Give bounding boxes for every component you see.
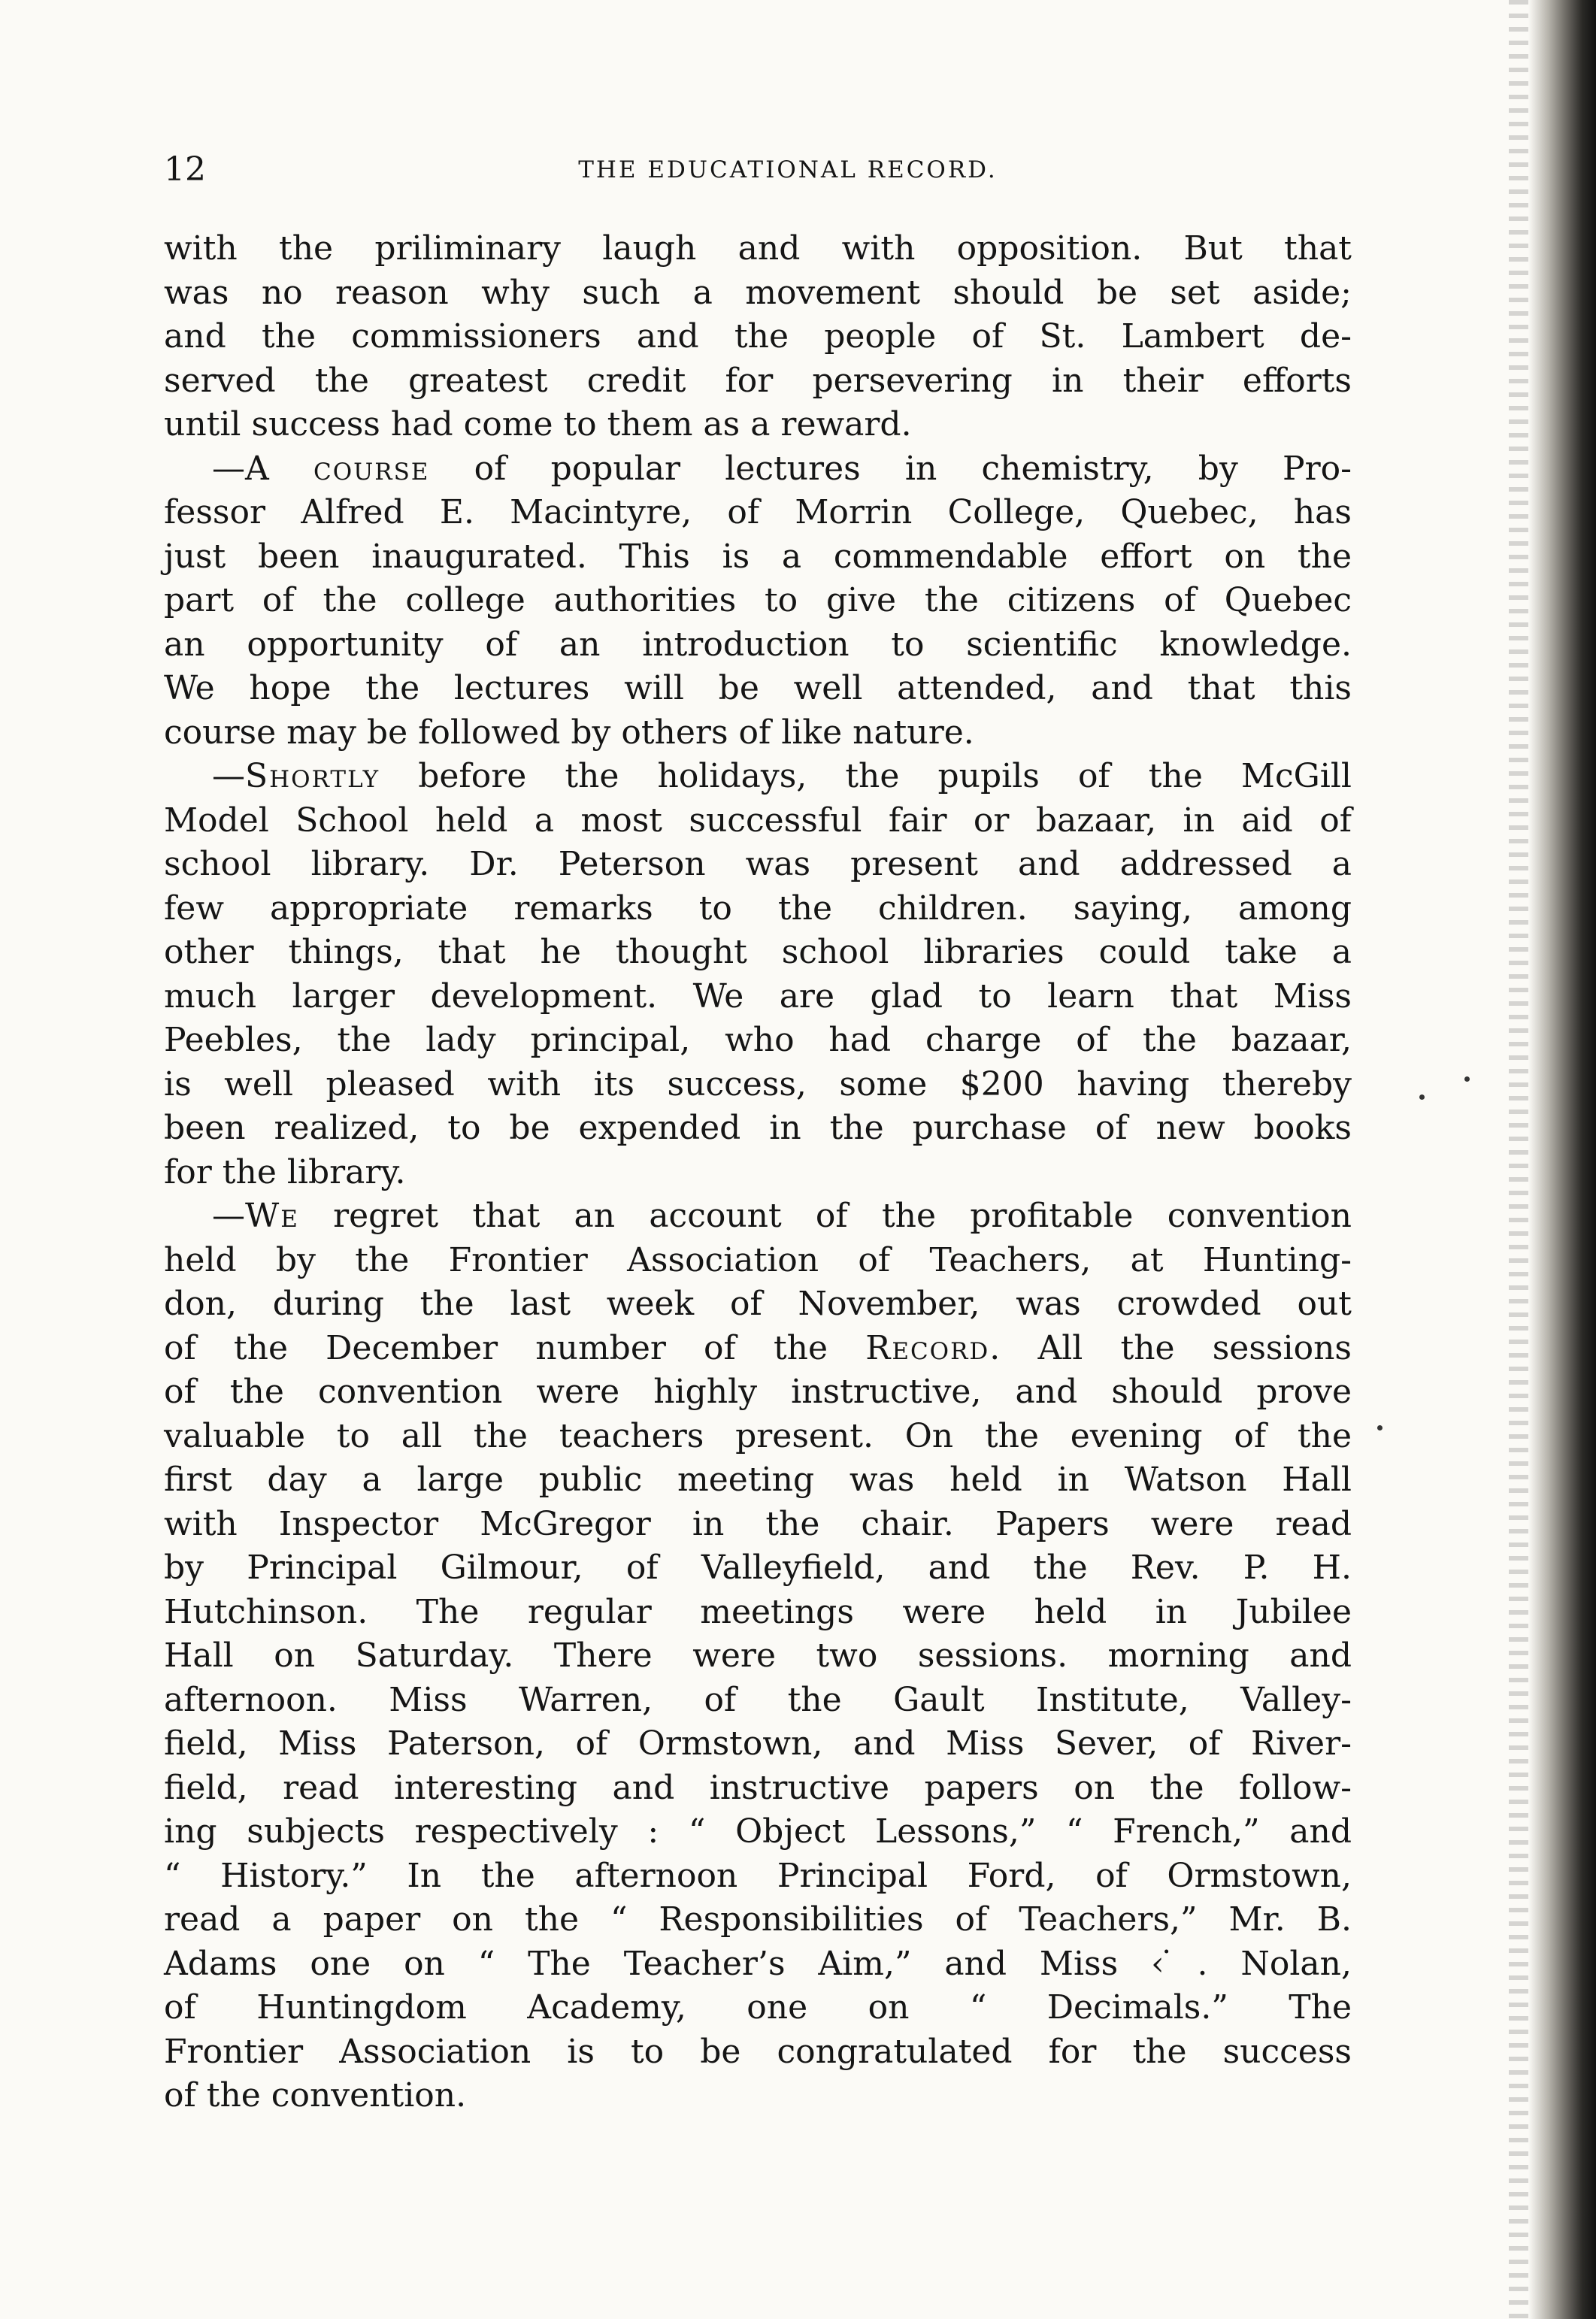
page-header xyxy=(164,147,1352,192)
text-line: Adams one on “ The Teacher’s Aim,” and Miss ‹ ̇. Nolan, xyxy=(164,1944,1352,1983)
text-line: part of the college authorities to give the citizens of Quebec xyxy=(164,581,1352,619)
text-line: much larger development. We are glad to learn that Miss xyxy=(164,976,1352,1016)
text-line: —We regret that an account of the profitable convention xyxy=(212,1197,1352,1235)
paragraph-lead: —A xyxy=(212,449,313,488)
record-smallcaps: Record xyxy=(865,1328,990,1367)
text-line: ing subjects respectively : “ Object Lessons,” “ French,” and xyxy=(164,1812,1352,1851)
stray-mark xyxy=(1464,1076,1470,1082)
paragraph-chemistry-lectures xyxy=(164,447,1352,755)
text-line: with Inspector McGregor in the chair. Papers were read xyxy=(164,1504,1352,1543)
text-line: school library. Dr. Peterson was present and addressed a xyxy=(164,845,1352,883)
binding-shadow xyxy=(1509,0,1528,2319)
body-text xyxy=(164,227,1352,2118)
text-line: few appropriate remarks to the children. saying, among xyxy=(164,889,1352,928)
text-line: of Huntingdom Academy, one on “ Decimals.” The xyxy=(164,1988,1352,2027)
text-line: don, during the last week of November, was crowded out xyxy=(164,1285,1352,1323)
text-line: for the library. xyxy=(164,1152,406,1191)
paragraph-st-lambert xyxy=(164,227,1352,447)
paragraph-lead: — xyxy=(212,757,245,795)
text-line: been realized, to be expended in the purchase of new books xyxy=(164,1109,1352,1147)
text-line: fessor Alfred E. Macintyre, of Morrin College, Quebec, has xyxy=(164,493,1352,531)
text-line: other things, that he thought school libraries could take a xyxy=(164,933,1352,971)
text-line: served the greatest credit for persevering in their efforts xyxy=(164,361,1352,400)
text-line: read a paper on the “ Responsibilities of Teachers,” Mr. B. xyxy=(164,1900,1352,1939)
stray-mark xyxy=(1377,1425,1382,1430)
text-line: of the December number of the Record. All the sessions xyxy=(164,1328,1352,1367)
text-line: of the convention were highly instructive, and should prove xyxy=(164,1373,1352,1411)
text-line: first day a large public meeting was held in Watson Hall xyxy=(164,1461,1352,1499)
text-line: field, Miss Paterson, of Ormstown, and Miss Sever, of River- xyxy=(164,1724,1352,1763)
text-line: Hutchinson. The regular meetings were held in Jubilee xyxy=(164,1592,1352,1631)
paragraph-lead-smallcaps: course xyxy=(313,449,430,488)
text-line: was no reason why such a movement should be set aside; xyxy=(164,273,1352,312)
text-line: with the priliminary laugh and with opposition. But that xyxy=(164,229,1352,268)
text-line: valuable to all the teachers present. On the evening of the xyxy=(164,1416,1352,1455)
text-line: held by the Frontier Association of Teachers, at Hunting- xyxy=(164,1240,1352,1279)
text-line: “ History.” In the afternoon Principal Ford, of Ormstown, xyxy=(164,1856,1352,1895)
text-line: Model School held a most successful fair or bazaar, in aid of xyxy=(164,801,1352,840)
paragraph-lead-smallcaps: Shortly xyxy=(245,757,380,795)
stray-mark xyxy=(1419,1094,1425,1100)
text-line: an opportunity of an introduction to scientific knowledge. xyxy=(164,625,1352,664)
text-line: Frontier Association is to be congratulated for the success xyxy=(164,2032,1352,2071)
text-line: —A course of popular lectures in chemistry, by Pro- xyxy=(212,449,1352,488)
text-line: just been inaugurated. This is a commendable effort on the xyxy=(164,537,1352,576)
running-title: THE EDUCATIONAL RECORD. xyxy=(578,156,998,183)
text-line: by Principal Gilmour, of Valleyfield, and the Rev. P. H. xyxy=(164,1549,1352,1587)
page-number: 12 xyxy=(164,150,206,189)
text-line: of the convention. xyxy=(164,2076,467,2115)
text-line: until success had come to them as a reward. xyxy=(164,405,912,444)
text-line: field, read interesting and instructive papers on the follow- xyxy=(164,1768,1352,1807)
paragraph-lead-smallcaps: We xyxy=(245,1197,299,1235)
text-line: course may be followed by others of like nature. xyxy=(164,713,974,752)
binding-edge xyxy=(1528,0,1596,2319)
text-line: Peebles, the lady principal, who had charge of the bazaar, xyxy=(164,1021,1352,1059)
text-line: Hall on Saturday. There were two sessions. morning and xyxy=(164,1636,1352,1675)
text-line: We hope the lectures will be well attended, and that this xyxy=(164,669,1352,707)
text-line: afternoon. Miss Warren, of the Gault Institute, Valley- xyxy=(164,1680,1352,1719)
paragraph-lead: — xyxy=(212,1197,245,1235)
paragraph-model-school-bazaar xyxy=(164,755,1352,1194)
text-line: is well pleased with its success, some $200 having thereby xyxy=(164,1064,1352,1103)
text-line: and the commissioners and the people of St. Lambert de- xyxy=(164,317,1352,356)
paragraph-frontier-association xyxy=(164,1194,1352,2118)
text-line: —Shortly before the holidays, the pupils of the McGill xyxy=(212,757,1352,795)
